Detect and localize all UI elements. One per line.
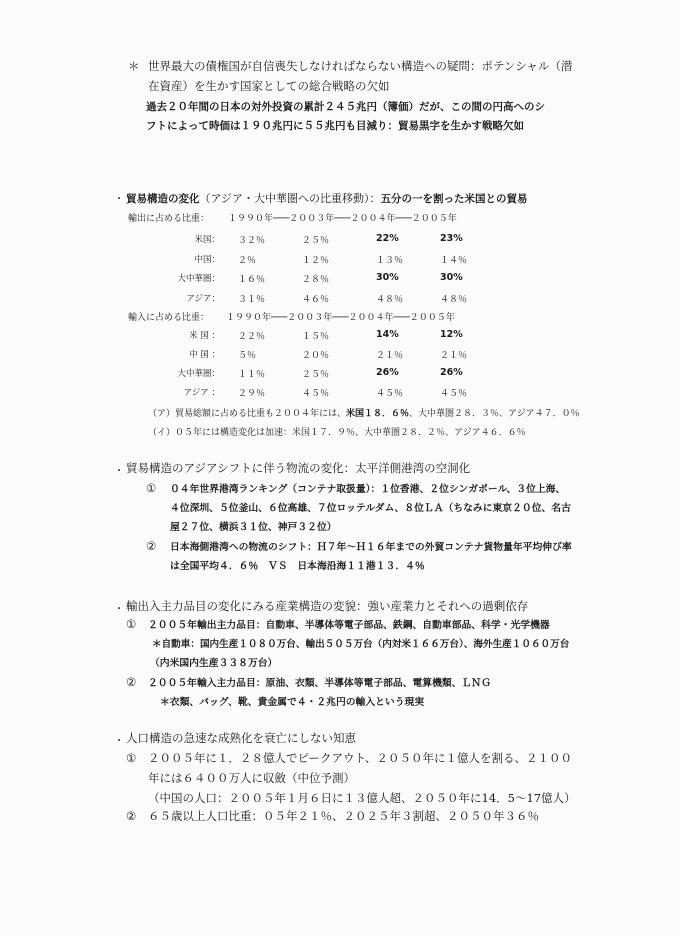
table-cell-2003: ２０％ <box>302 351 330 361</box>
section4-title: 輸出入主力品目の変化にみる産業構造の変貌：強い産業力とそれへの過剰依存 <box>126 599 529 613</box>
section4-item1-l1: ２００５年輸出主力品目：自動車、半導体等電子部品、鉄鋼、自動車部品、科学・光学機器 <box>148 620 550 631</box>
export-years: １９９０年───２００３年───２００４年───２００５年 <box>228 214 457 224</box>
title-bold2: 五分の一を割った米国との貿易 <box>380 193 528 205</box>
table-cell-2004: 22% <box>376 233 399 244</box>
row-label: アジア： <box>186 293 220 304</box>
table-cell-2004: ２１％ <box>376 351 404 361</box>
import-years: １９９０年───２００３年───２００４年───２００５年 <box>226 313 455 323</box>
table-cell-2004: 14% <box>376 329 399 340</box>
section1-line2: 在資産）を生かす国家としての総合戦略の欠如 <box>148 79 390 93</box>
table-cell-1990: ３１％ <box>238 294 266 305</box>
bullet: ・ <box>114 604 124 615</box>
table-cell-2005: 30% <box>440 272 463 283</box>
table-cell-2005: ２１％ <box>440 351 468 361</box>
section1-bold1: 過去２０年間の日本の対外投資の累計２４５兆円（簿価）だが、この間の円高へのシ <box>146 101 545 113</box>
export-header: 輸出に占める比重： <box>128 214 210 224</box>
item-number: ② <box>126 809 137 823</box>
import-header: 輸入に占める比重： <box>128 313 210 323</box>
table-cell-2004: 26% <box>376 367 399 378</box>
title-bold: 貿易構造の変化 <box>126 193 200 205</box>
table-cell-2004: ４５％ <box>376 389 404 399</box>
table-cell-1990: ３２％ <box>238 236 266 246</box>
item-number: ② <box>146 539 157 553</box>
table-cell-2003: ４５％ <box>302 389 330 399</box>
section5-item1-l1: ２００５年に１．２８億人でピークアウト、２０５０年に１億人を割る、２１００ <box>148 751 573 765</box>
bullet: ・ <box>114 194 124 205</box>
table-cell-2005: ４５％ <box>440 389 468 399</box>
row-label: 中 国 ： <box>189 350 220 360</box>
table-cell-2005: 12% <box>440 329 463 340</box>
table-cell-2003: ２５％ <box>302 236 330 246</box>
section5-item2-l1: ６５歳以上人口比重：０５年２１％、２０２５年３割超、２０５０年３６％ <box>148 809 539 823</box>
table-cell-2003: １２％ <box>302 255 330 266</box>
section5-item1-l3: （中国の人口：２００５年１月６日に１３億人超、２０５０年に14．5～17億人） <box>148 791 576 805</box>
note-a-bold: 米国１８．６％ <box>346 409 410 419</box>
table-cell-2003: ２８％ <box>302 275 330 285</box>
bullet: ・ <box>114 736 124 747</box>
table-cell-2003: １５％ <box>302 332 330 342</box>
note-a-post: 、大中華圏２８．３％、アジア４７．０％ <box>409 409 580 419</box>
table-cell-2005: 23% <box>440 233 463 244</box>
section3-item1-l2: ４位深圳、５位釜山、６位高雄、７位ロッテルダム、８位ＬＡ（ちなみに東京２０位、名古 <box>170 503 571 514</box>
table-cell-1990: １１％ <box>238 370 266 380</box>
section3-title: 貿易構造のアジアシフトに伴う物流の変化：太平洋側港湾の空洞化 <box>126 461 471 475</box>
table-cell-2005: 26% <box>440 367 463 378</box>
section3-item1-l1: ０４年世界港湾ランキング（コンテナ取扱量）：１位香港、２位シンガポール、３位上海、 <box>170 484 566 495</box>
section2-title <box>126 190 528 206</box>
note-a-pre: （ア）貿易総額に占める比重も２００４年には、 <box>148 409 347 419</box>
item-number: ① <box>146 481 157 495</box>
table-cell-2003: ４６％ <box>302 294 330 305</box>
section4-item1-l2: ＊自動車：国内生産１０８０万台、輸出５０５万台（内対米１６６万台）、海外生産１０６０万台 <box>152 639 570 650</box>
section4-item2-l2: ＊衣類、バッグ、靴、貴金属で４・２兆円の輸入という現実 <box>160 697 425 708</box>
section3-item2-l1: 日本海側港湾への物流のシフト：Ｈ７年～Ｈ１６年までの外貿コンテナ貨物量年平均伸び率 <box>170 542 572 553</box>
row-label: 中国： <box>194 254 220 265</box>
item-number: ① <box>126 617 137 631</box>
bullet: ・ <box>114 466 124 477</box>
row-label: 大中華圏： <box>177 369 220 379</box>
row-label: アジア ： <box>183 388 220 398</box>
note-i: （イ）０５年には構造変化は加速：米国１７．９％、大中華圏２８．２％、アジア４６．６％ <box>148 428 526 438</box>
table-cell-1990: ２％ <box>238 255 257 266</box>
item-number: ① <box>126 751 137 765</box>
table-cell-2003: ２５％ <box>302 370 330 380</box>
asterisk-marker: ＊ <box>128 59 140 73</box>
row-label: 米 国 ： <box>189 331 220 341</box>
row-label: 大中華圏： <box>177 274 220 284</box>
item-number: ② <box>126 675 137 689</box>
table-cell-1990: １６％ <box>238 275 266 285</box>
note-a <box>148 406 580 419</box>
table-cell-1990: ２９％ <box>238 389 266 399</box>
section4-item2-l1: ２００５年輸入主力品目：原油、衣類、半導体等電子部品、電算機類、ＬＮＧ <box>148 678 491 689</box>
section5-item1-l2: 年には６４００万人に収斂（中位予測） <box>148 771 355 785</box>
section1-bold2: フトによって時価は１９０兆円に５５兆円も目減り：貿易黒字を生かす戦略欠如 <box>146 120 524 132</box>
section5-title: 人口構造の急速な成熟化を衰亡にしない知恵 <box>126 731 356 745</box>
title-mid: （アジア・大中華圏への比重移動）： <box>199 192 381 205</box>
section4-item1-l3: （内米国内生産３３８万台） <box>150 658 278 669</box>
table-cell-2005: １４％ <box>440 255 468 266</box>
table-cell-2005: ４８％ <box>440 294 468 305</box>
row-label: 米国： <box>194 235 220 245</box>
table-cell-2004: ４８％ <box>376 294 404 305</box>
section1-line1: 世界最大の債権国が自信喪失しなければならない構造への疑問：ポテンシャル（潜 <box>148 59 573 73</box>
table-cell-2004: 30% <box>376 272 399 283</box>
table-cell-1990: ２２％ <box>238 332 266 342</box>
section3-item1-l3: 屋２７位、横浜３１位、神戸３２位） <box>170 522 337 533</box>
table-cell-2004: １３％ <box>376 255 404 266</box>
table-cell-1990: ５％ <box>238 351 257 361</box>
section3-item2-l2: は全国平均４．６％ ＶＳ 日本海沿海１１港１３．４％ <box>170 561 425 572</box>
